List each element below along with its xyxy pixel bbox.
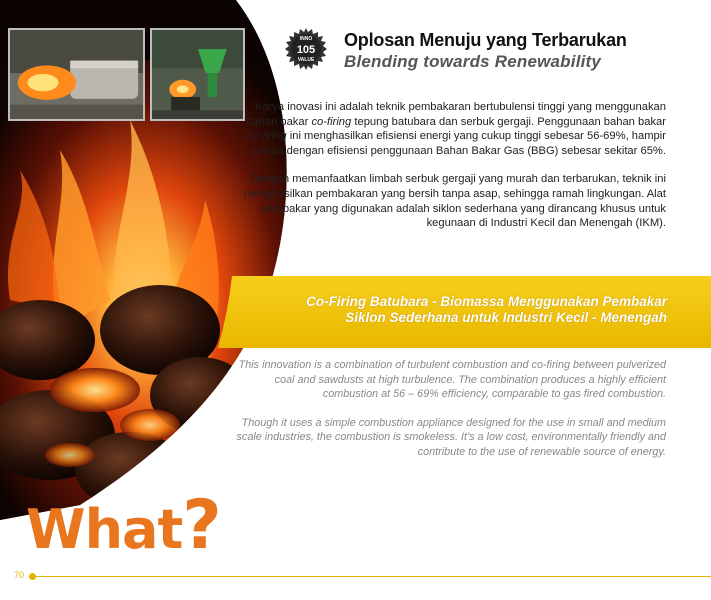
what-heading bbox=[26, 486, 221, 565]
page-subtitle: Blending towards Renewability bbox=[344, 52, 602, 71]
indonesian-description bbox=[232, 100, 666, 245]
banner-headline bbox=[227, 294, 667, 326]
what-word: What bbox=[26, 498, 183, 561]
question-mark: ? bbox=[182, 486, 221, 565]
banner-line-1: Co-Firing Batubara - Biomassa Menggunakan Pembakar bbox=[306, 294, 667, 309]
svg-text:105: 105 bbox=[296, 44, 316, 56]
english-paragraph-2: Though it uses a simple combustion appliance designed for the use in small and medium scale industries, the combustion is smokeless. It’s a low cost, environmentally friendly and contribute to the use of renewable source of energy. bbox=[236, 416, 666, 458]
indonesian-paragraph-1: Karya inovasi ini adalah teknik pembakaran bertubulensi tinggi yang menggunakan bahan bakar co-firing tepung batubara dan serbuk gergaji. Penggunaan bahan bakar co-firing ini menghasilkan efisiensi energi yang cukup tinggi sebesar 56-69%, hampir setara dengan efisiensi penggunaan Bahan Bakar Gas (BBG) sebesar sekitar 65%. bbox=[246, 101, 666, 157]
burner-photo-thumbnail bbox=[8, 28, 145, 121]
cyclone-burner-photo-thumbnail bbox=[150, 28, 245, 121]
headline-banner bbox=[218, 276, 711, 348]
svg-text:INNO: INNO bbox=[299, 36, 313, 42]
banner-line-2: Siklon Sederhana untuk Industri Kecil - Menengah bbox=[345, 310, 667, 325]
english-description bbox=[232, 358, 666, 474]
page-number: 70 bbox=[14, 570, 25, 580]
svg-text:VALUE: VALUE bbox=[297, 57, 315, 63]
footer-rule bbox=[34, 576, 711, 577]
inno-105-value-logo bbox=[283, 26, 329, 72]
indonesian-paragraph-2: Dengan memanfaatkan limbah serbuk gergaji yang murah dan terbarukan, teknik ini menghasilkan pembakaran yang bersih tanpa asap, sehingga ramah lingkungan. Alat pembakar yang digunakan adalah siklon sederhana yang dirancang khusus untuk kegunaan di Industri Kecil dan Menengah (IKM). bbox=[243, 173, 666, 230]
english-paragraph-1: This innovation is a combination of turbulent combustion and co-firing between pulverized coal and sawdusts at high turbulence. The combination produces a highly efficient combustion at 56 – 69% efficiency, comparable to gas fired combustion. bbox=[238, 359, 666, 401]
page-title: Oplosan Menuju yang Terbarukan bbox=[344, 30, 627, 50]
